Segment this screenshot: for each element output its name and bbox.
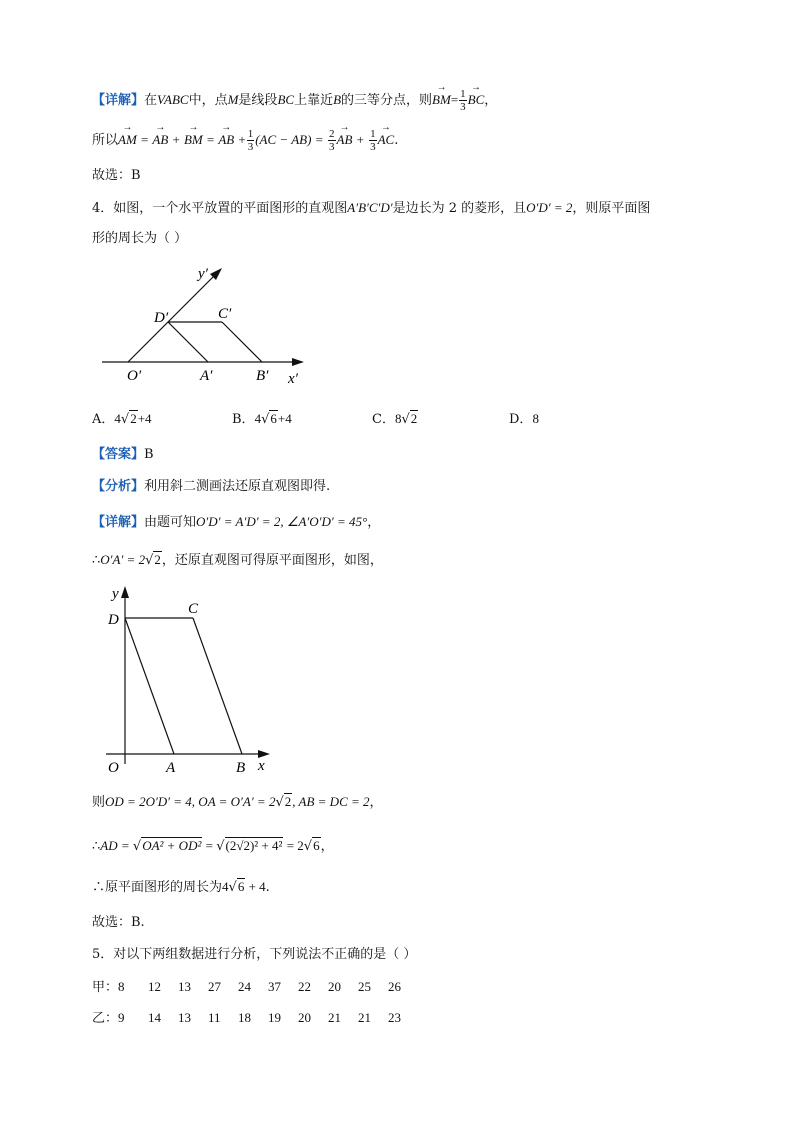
- text: 则: [92, 795, 106, 810]
- numerator: 2: [329, 128, 335, 140]
- detail-tag: 【详解】: [92, 93, 145, 108]
- plus: +: [238, 132, 246, 147]
- y-axis: [128, 272, 218, 362]
- denominator: 3: [370, 141, 376, 153]
- text: 在: [144, 93, 158, 108]
- data-row-yi: [92, 1008, 418, 1029]
- fraction: [328, 128, 336, 153]
- therefore: ∴: [92, 839, 101, 854]
- vector-ab: → AB: [152, 130, 168, 150]
- radicand: 6: [270, 411, 277, 426]
- edge-cb: [193, 618, 242, 754]
- data-value: 18: [238, 1010, 252, 1025]
- punct: ，: [367, 515, 381, 530]
- data-value: 20: [328, 979, 342, 994]
- data-value: 23: [388, 1010, 402, 1025]
- math: O′D′ = A′D′ = 2, ∠A′O′D′ = 45°: [196, 514, 368, 529]
- answer-line-1: 故选：B: [92, 168, 141, 183]
- data-value: 11: [208, 1010, 221, 1025]
- x-axis-arrow: [292, 358, 304, 366]
- data-value: 37: [268, 979, 282, 994]
- y-axis-arrow: [121, 586, 129, 598]
- radicand: 2: [130, 411, 137, 426]
- figure-name: A′B′C′D′: [347, 200, 393, 215]
- option-label: B．: [232, 412, 255, 427]
- text: 4．如图，一个水平放置的平面图形的直观图: [92, 201, 348, 216]
- text: 所以: [92, 133, 119, 148]
- math: O′A′ = 2: [100, 552, 146, 567]
- numerator: 1: [247, 128, 254, 140]
- label-o: O: [108, 760, 119, 776]
- radicand: OA² + OD²: [142, 838, 202, 853]
- vector-diff: (AC − AB): [255, 132, 312, 147]
- option-b[interactable]: B．4√6+4: [232, 411, 292, 427]
- data-value: 25: [358, 979, 372, 994]
- data-value: 21: [358, 1010, 372, 1025]
- denominator: 3: [247, 141, 254, 153]
- radicand: 2: [284, 794, 292, 809]
- label-b: B′: [256, 368, 269, 384]
- detail-line-3: [92, 512, 380, 533]
- option-d[interactable]: [509, 409, 539, 430]
- radicand: 6: [313, 838, 320, 853]
- segment-label: BC: [277, 92, 295, 107]
- edge-da: [125, 618, 174, 754]
- numerator: 1: [460, 88, 466, 100]
- label-y: y′: [198, 266, 208, 282]
- data-value: 22: [298, 979, 312, 994]
- x-axis-arrow: [258, 750, 270, 758]
- punct: ，: [369, 795, 383, 810]
- punct: ，: [484, 93, 498, 108]
- math: AD =: [100, 838, 133, 853]
- plus: +: [356, 132, 364, 147]
- analysis-tag: 【分析】: [92, 479, 145, 494]
- analysis-line: [92, 477, 330, 497]
- numerator: 1: [370, 128, 376, 140]
- equals: =: [315, 132, 323, 147]
- question-5-line: 5．对以下两组数据进行分析，下列说法不正确的是（ ）: [92, 947, 417, 962]
- radicand: (2√2)² + 4²: [225, 838, 283, 853]
- edge-cb: [222, 322, 262, 362]
- punct: .: [394, 133, 399, 148]
- question-4-line-1: [92, 198, 650, 219]
- math: , AB = DC = 2: [292, 794, 370, 809]
- data-value: 27: [208, 979, 222, 994]
- coef: 8: [394, 411, 402, 426]
- option-c[interactable]: C．8√2: [372, 411, 418, 427]
- label-a: A: [166, 760, 176, 776]
- data-value: 21: [328, 1010, 342, 1025]
- equals: =: [450, 92, 459, 107]
- punct: ，: [320, 839, 334, 854]
- denominator: 3: [329, 141, 335, 153]
- then-line: 则OD = 2O′D′ = 4, OA = O′A′ = 2√2, AB = DC = 2，: [92, 794, 383, 810]
- equals: =: [140, 132, 149, 147]
- label-d: D: [108, 612, 119, 628]
- text: 是线段: [238, 93, 278, 108]
- data-value: 14: [148, 1010, 162, 1025]
- label-y: y: [112, 586, 119, 602]
- plus: +: [172, 132, 180, 147]
- oa-line: ∴O′A′ = 2√2，还原直观图可得原平面图形，如图，: [92, 552, 383, 568]
- text: ，则原平面图: [572, 201, 651, 216]
- coef: 4: [114, 411, 121, 426]
- text: ∴原平面图形的周长为: [92, 880, 223, 895]
- tail: + 4: [245, 879, 266, 894]
- text: 中，点: [188, 93, 228, 108]
- point-label: M: [227, 92, 239, 107]
- text: 是边长为 2 的菱形，且: [392, 201, 527, 216]
- tail: +4: [277, 411, 292, 426]
- vector-bm: → BM: [184, 130, 203, 150]
- analysis-text: 利用斜二测画法还原直观图即得.: [144, 479, 331, 494]
- text: 的三等分点，则: [341, 93, 433, 108]
- coef: 4: [222, 879, 229, 894]
- answer-line: [92, 445, 154, 465]
- fraction: [247, 128, 255, 153]
- label-a: A′: [200, 368, 213, 384]
- data-value: 12: [148, 979, 162, 994]
- radicand: 2: [410, 411, 418, 426]
- answer-value: B: [144, 447, 154, 462]
- equals: =: [206, 132, 215, 147]
- point-label: B: [333, 92, 342, 107]
- math: OD = 2O′D′ = 4, OA = O′A′ = 2: [105, 794, 276, 809]
- data-value: 19: [268, 1010, 282, 1025]
- answer-line-2: 故选：B.: [92, 915, 145, 930]
- label-c: C′: [218, 306, 232, 322]
- ad-line: ∴AD = √OA² + OD² = √(2√2)² + 4² = 2√6，: [92, 838, 334, 854]
- denominator: 3: [460, 101, 466, 113]
- vector-ac: → AC: [378, 130, 395, 150]
- data-value: 26: [388, 979, 402, 994]
- punct: .: [265, 880, 270, 895]
- therefore: ∴: [92, 553, 101, 568]
- data-value: 13: [178, 1010, 192, 1025]
- text: ，还原直观图可得原平面图形，如图，: [161, 553, 383, 568]
- data-value: 13: [178, 979, 192, 994]
- data-value: 8: [118, 979, 125, 994]
- question-4-line-2: 形的周长为（ ）: [92, 231, 188, 246]
- detail-line-2: [92, 128, 398, 153]
- tail: +4: [137, 411, 152, 426]
- text: 由题可知: [144, 515, 197, 530]
- vector-bc: → BC: [468, 90, 485, 110]
- option-a[interactable]: A．4√2+4: [92, 411, 152, 427]
- result: = 2: [283, 838, 304, 853]
- triangle-label: VABC: [157, 92, 189, 107]
- answer-tag: 【答案】: [92, 447, 145, 462]
- radicand: 2: [154, 552, 161, 567]
- data-value: 20: [298, 1010, 312, 1025]
- data-row-jia: [92, 977, 418, 998]
- label-o: O′: [127, 368, 142, 384]
- vector-ab: → AB: [337, 130, 353, 150]
- label-x: x: [258, 758, 265, 774]
- vector-ab: → AB: [218, 130, 234, 150]
- detail-tag: 【详解】: [92, 515, 145, 530]
- fraction: [459, 88, 467, 113]
- edge-da: [168, 322, 208, 362]
- option-label: C．: [372, 412, 395, 427]
- option-label: A．: [92, 412, 115, 427]
- vector-bm: → BM: [432, 90, 451, 110]
- detail-line-1: [92, 88, 497, 113]
- text: 上靠近: [294, 93, 334, 108]
- equals: =: [202, 838, 217, 853]
- condition: O′D′ = 2: [526, 200, 573, 215]
- coef: 4: [254, 411, 262, 426]
- data-value: 9: [118, 1010, 125, 1025]
- vector-am: → AM: [118, 130, 137, 150]
- label-b: B: [236, 760, 246, 776]
- label-d: D′: [154, 310, 169, 326]
- data-value: 24: [238, 979, 252, 994]
- radicand: 6: [237, 879, 245, 894]
- perimeter-line: ∴原平面图形的周长为4√6 + 4.: [92, 879, 270, 895]
- option-label: D．: [509, 412, 533, 427]
- row-label: 乙：: [92, 1011, 119, 1026]
- oblique-view-figure: [100, 262, 310, 387]
- value: 8: [532, 411, 539, 426]
- original-figure: [100, 578, 280, 778]
- row-label: 甲：: [92, 980, 119, 995]
- fraction: [369, 128, 377, 153]
- label-c: C: [188, 601, 199, 617]
- label-x: x′: [288, 371, 298, 387]
